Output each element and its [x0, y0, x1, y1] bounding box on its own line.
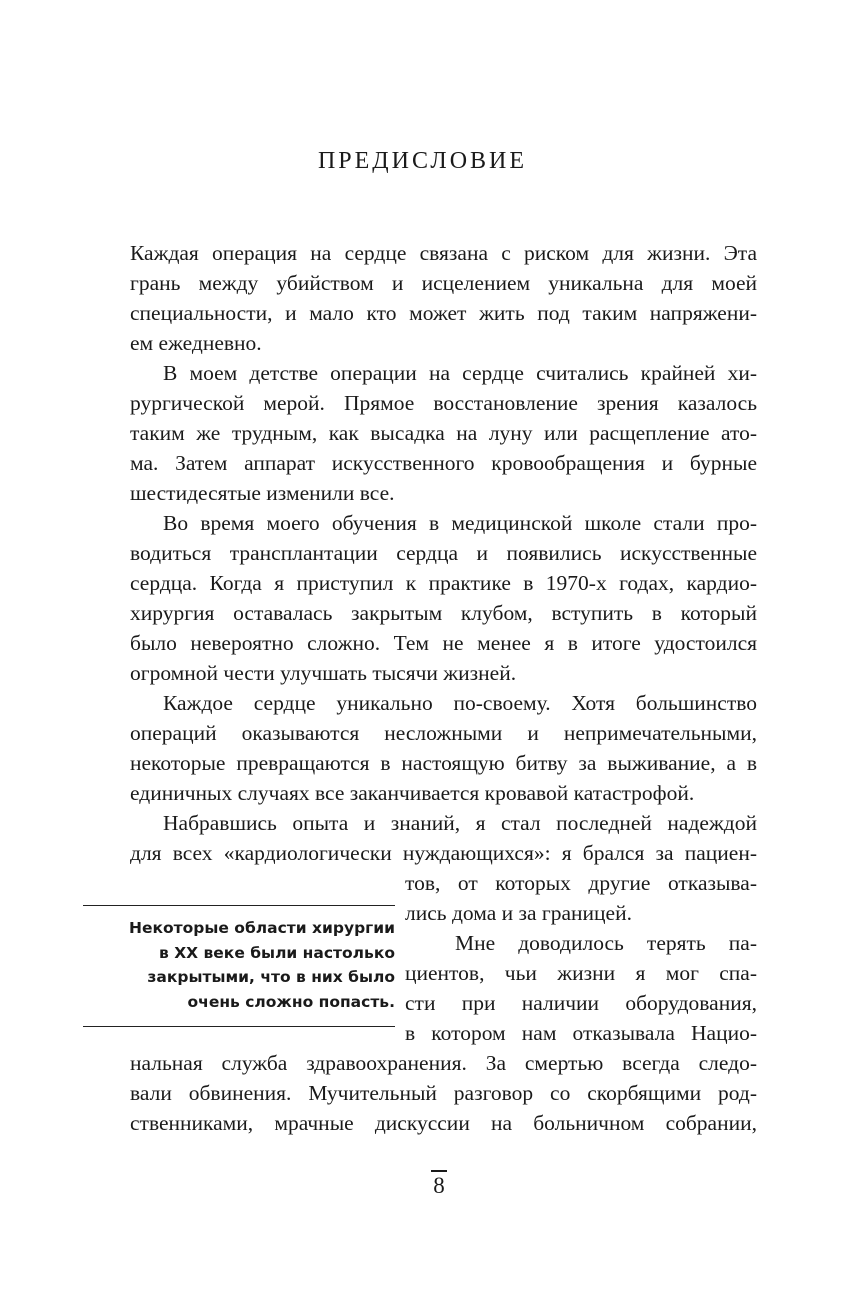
- body-line: хирургия оставалась закрытым клубом, вступить в который: [130, 601, 757, 625]
- body-line: огромной чести улучшать тысячи жизней.: [130, 661, 517, 685]
- sidebar-quote-line: очень сложно попасть.: [187, 992, 395, 1011]
- sidebar-bottom-rule: [83, 1026, 395, 1027]
- body-line: нальная служба здравоохранения. За смертью всегда следо-: [130, 1051, 757, 1075]
- sidebar-top-rule: [83, 905, 395, 906]
- sidebar-quote-line: закрытыми, что в них было: [147, 968, 395, 986]
- body-line: сердца. Когда я приступил к практике в 1970-х годах, кардио-: [130, 571, 757, 595]
- body-line: В моем детстве операции на сердце считались крайней хи-: [163, 361, 757, 385]
- body-line: специальности, и мало кто может жить под таким напряжени-: [130, 301, 757, 325]
- body-line: единичных случаях все заканчивается кровавой катастрофой.: [130, 781, 695, 805]
- sidebar-quote-line: в XX веке были настолько: [158, 943, 395, 962]
- body-line: сти при наличии оборудования,: [405, 991, 757, 1015]
- sidebar-quote-line: Некоторые области хирургии: [129, 919, 395, 937]
- body-line: таким же трудным, как высадка на луну или расщепление ато-: [130, 421, 757, 445]
- body-line: циентов, чьи жизни я мог спа-: [405, 961, 757, 985]
- body-line: вали обвинения. Мучительный разговор со скорбящими род-: [130, 1081, 757, 1105]
- body-line: тов, от которых другие отказыва-: [405, 871, 757, 895]
- body-line: ем ежедневно.: [130, 331, 262, 355]
- body-line: Набравшись опыта и знаний, я стал последней надеждой: [163, 811, 757, 835]
- body-line: было невероятно сложно. Тем не менее я в итоге удостоился: [130, 631, 757, 655]
- body-line: Каждое сердце уникально по-своему. Хотя большинство: [163, 691, 757, 715]
- body-line: Мне доводилось терять па-: [455, 931, 757, 955]
- body-line: водиться трансплантации сердца и появились искусственные: [130, 541, 757, 565]
- body-line: рургической мерой. Прямое восстановление зрения казалось: [130, 391, 757, 415]
- body-line: лись дома и за границей.: [405, 901, 632, 925]
- body-line: ма. Затем аппарат искусственного кровообращения и бурные: [130, 451, 757, 475]
- sidebar-quote: [83, 916, 395, 1014]
- body-line: шестидесятые изменили все.: [130, 481, 395, 505]
- body-line: ственниками, мрачные дискуссии на больничном собрании,: [130, 1111, 757, 1135]
- body-line: для всех «кардиологически нуждающихся»: я брался за пациен-: [130, 841, 757, 865]
- body-line: Во время моего обучения в медицинской школе стали про-: [163, 511, 757, 535]
- body-line: грань между убийством и исцелением уникальна для моей: [130, 271, 757, 295]
- body-line: Каждая операция на сердце связана с риском для жизни. Эта: [130, 241, 757, 265]
- chapter-title: ПРЕДИСЛОВИЕ: [317, 148, 528, 174]
- page-number: 8: [433, 1173, 445, 1198]
- body-line: некоторые превращаются в настоящую битву за выживание, а в: [130, 751, 757, 775]
- body-line: операций оказываются несложными и непримечательными,: [130, 721, 757, 745]
- body-line: в котором нам отказывала Нацио-: [405, 1021, 757, 1045]
